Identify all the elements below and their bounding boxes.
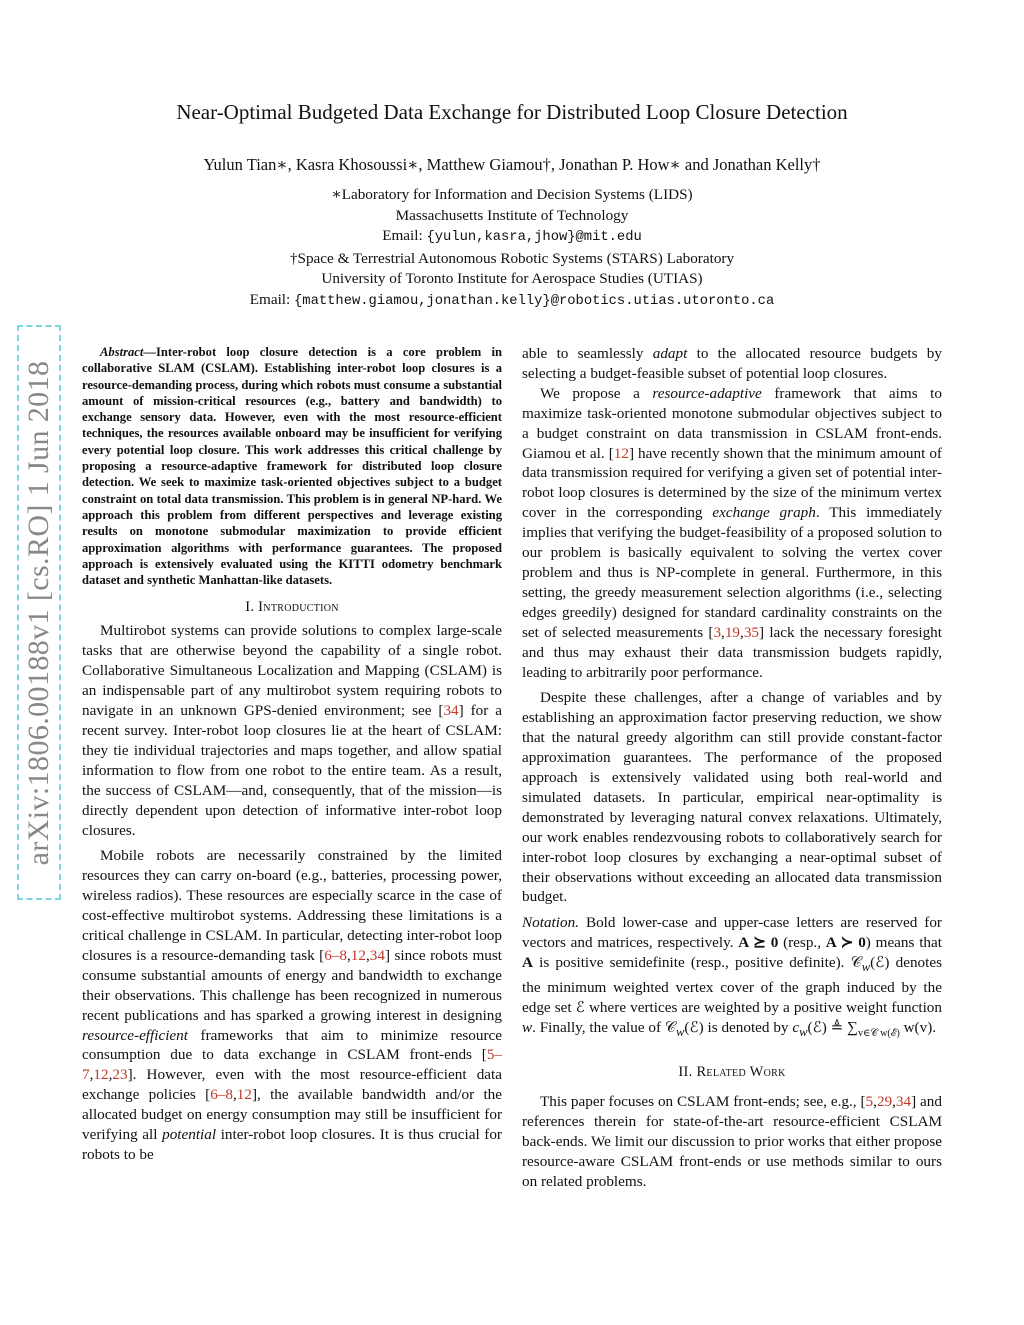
- left-column: [82, 344, 502, 1165]
- citation-link[interactable]: 6: [324, 946, 332, 964]
- affiliation-lids: ∗Laboratory for Information and Decision Systems (LIDS): [331, 186, 693, 203]
- abstract-label: Abstract: [100, 345, 144, 359]
- citation-link[interactable]: 3: [713, 623, 722, 641]
- intro-paragraph-2: Mobile robots are necessarily constrained by the limited resources they can carry on-board (e.g., batteries, processing power, wireless radios). These resources are especially scarce in the case of cost-effective multirobot systems. Addressing these limitations is a critical challenge in CSLAM. In particular, detecting inter-robot loop closures is a resource-demanding task [6–8,12,34] since robots must consume substantial amounts of energy and bandwidth to exchange their observations. This challenge has been recognized in numerous recent publications and has sparked a growing interest in designing resource-efficient frameworks that aim to minimize resource consumption due to data exchange in CSLAM front-ends [5–7,12,23]. However, even with the most resource-efficient data exchange policies [6–8,12], the available bandwidth and/or the allocated budget on energy consumption may still be insufficient for verifying all potential inter-robot loop closures. It is thus crucial for robots to be: [82, 847, 502, 1164]
- affiliations: [60, 185, 964, 312]
- related-work-paragraph-1: This paper focuses on CSLAM front-ends; see, e.g., [5,29,34] and references therein for state-of-the-art resource-efficient CSLAM back-ends. We limit our discussion to prior works that either propose resource-aware CSLAM front-ends or use methods similar to ours on related problems.: [522, 1092, 942, 1190]
- citation-link[interactable]: 5: [486, 1046, 495, 1064]
- intro-paragraph-4: Despite these challenges, after a change of variables and by establishing an approximation factor preserving reduction, we show that the natural greedy algorithm can still provide constant-factor approximation guarantees. The performance of the proposed approach is extensively validated using both real-world and simulated datasets. In particular, empirical near-optimality is demonstrated by leveraging natural convex relaxations. Ultimately, our work enables rendezvousing robots to collaboratively search for inter-robot loop closures by exchanging a near-optimal subset of their observations without exceeding an allocated data transmission budget.: [522, 689, 942, 906]
- email-prefix: Email:: [382, 227, 427, 244]
- citation-link[interactable]: 19: [724, 623, 741, 641]
- arxiv-stamp[interactable]: [17, 325, 61, 900]
- email-address-2[interactable]: {matthew.giamou,jonathan.kelly}@robotics.utias.utoronto.ca: [294, 293, 775, 309]
- citation-link[interactable]: 12: [350, 946, 366, 964]
- notation-label: Notation.: [522, 914, 579, 932]
- citation-link[interactable]: 7: [82, 1066, 90, 1084]
- right-column: [522, 344, 942, 1191]
- citation-link[interactable]: 29: [876, 1092, 893, 1110]
- intro-paragraph-2-continued: able to seamlessly adapt to the allocated resource budgets by selecting a budget-feasible subset of potential loop closures.: [522, 345, 942, 382]
- citation-link[interactable]: 12: [236, 1086, 252, 1104]
- affiliation-utias: University of Toronto Institute for Aerospace Studies (UTIAS): [321, 270, 703, 287]
- intro-paragraph-1: Multirobot systems can provide solutions to complex large-scale tasks that are otherwise beyond the capability of a single robot. Collaborative Simultaneous Localization and Mapping (CSLAM) is an indispensable part of any multirobot system requiring robots to navigate in an unknown GPS-denied environment; see [34] for a recent survey. Inter-robot loop closures lie at the heart of CSLAM: they tie individual trajectories and maps together, and allow spatial information to flow from one robot to the entire team. As a result, the success of CSLAM—and, consequently, that of the mission—is directly dependent upon detection of informative inter-robot loop closures.: [82, 622, 503, 839]
- email-line-1: [60, 226, 964, 249]
- email-line-2: [60, 290, 964, 313]
- abstract: [82, 344, 502, 588]
- citation-link[interactable]: 34: [895, 1092, 912, 1110]
- email-prefix: Email:: [249, 290, 295, 308]
- section-heading-introduction: I. Introduction: [245, 599, 339, 616]
- abstract-text: —Inter-robot loop closure detection is a core problem in collaborative SLAM (CSLAM). Establishing inter-robot loop closures is a resource-demanding process, during which robots must consume a substantial amount of mission-critical resources (e.g., battery and bandwidth) to exchange sensory data. However, even with the most resource-efficient techniques, the resources available onboard may be insufficient for verifying every potential loop closure. This work addresses this critical challenge by proposing a resource-adaptive framework for distributed loop closure detection. We seek to maximize task-oriented objectives subject to a budget constraint on total data transmission. This problem is in general NP-hard. We approach this problem from different perspectives and leverage existing results on monotone submodular maximization to provide efficient approximation algorithms with performance guarantees. The proposed approach is extensively evaluated using the KITTI odometry benchmark dataset and synthetic Manhattan-like datasets.: [82, 345, 502, 588]
- citation-link[interactable]: 35: [743, 623, 759, 641]
- section-heading-related-work: II. Related Work: [678, 1063, 786, 1080]
- citation-link[interactable]: 34: [369, 946, 385, 964]
- affiliation-stars: †Space & Terrestrial Autonomous Robotic Systems (STARS) Laboratory: [289, 249, 735, 267]
- citation-link[interactable]: 12: [93, 1066, 109, 1084]
- notation-paragraph: Notation. Bold lower-case and upper-case letters are reserved for vectors and matrices, respectively. A ⪰ 0 (resp., A ≻ 0) means that A is positive semidefinite (resp., positive definite). 𝒞$_w$(ℰ) denotes the minimum weighted vertex cover of the graph induced by the edge set ℰ where vertices are weighted by a positive weight function w. Finally, the value of 𝒞$_w$(ℰ) is denoted by $c_w(ℰ)$ ≜ $\sum_{v\in 𝒞 w(ℰ)}$ w(v).: [522, 914, 942, 1039]
- citation-link[interactable]: 5: [865, 1092, 874, 1110]
- citation-link[interactable]: 34: [443, 702, 459, 720]
- email-address-1[interactable]: {yulun,kasra,jhow}@mit.edu: [426, 230, 642, 245]
- citation-link[interactable]: 12: [613, 444, 629, 462]
- arxiv-identifier: arXiv:1806.00188v1 [cs.RO] 1 Jun 2018: [22, 360, 55, 865]
- affiliation-mit: Massachusetts Institute of Technology: [395, 206, 629, 224]
- paper-title: Near-Optimal Budgeted Data Exchange for Distributed Loop Closure Detection: [176, 100, 848, 124]
- author-list: Yulun Tian∗, Kasra Khosoussi∗, Matthew Giamou†, Jonathan P. How∗ and Jonathan Kelly†: [203, 155, 821, 174]
- citation-link[interactable]: 6: [210, 1086, 218, 1104]
- citation-link[interactable]: 23: [112, 1066, 128, 1084]
- citation-link[interactable]: 8: [225, 1086, 233, 1104]
- citation-link[interactable]: 8: [339, 946, 347, 964]
- intro-paragraph-3: We propose a resource-adaptive framework that aims to maximize task-oriented monotone submodular objectives subject to a budget constraint on data transmission in CSLAM front-ends. Giamou et al. [12] have recently shown that the minimum amount of data transmission required for verifying a given set of potential inter-robot loop closures is determined by the size of the minimum vertex cover in the corresponding exchange graph. This immediately implies that verifying the budget-feasibility of a proposed solution to our problem is basically equivalent to solving the vertex cover problem and thus is NP-complete in general. Furthermore, in this setting, the greedy measurement selection algorithms (i.e., selecting edges greedily) designed for standard cardinality constraints on the set of selected measurements [3,19,35] lack the necessary foresight and thus may exhaust their data transmission budgets rapidly, leading to arbitrarily poor performance.: [522, 384, 942, 681]
